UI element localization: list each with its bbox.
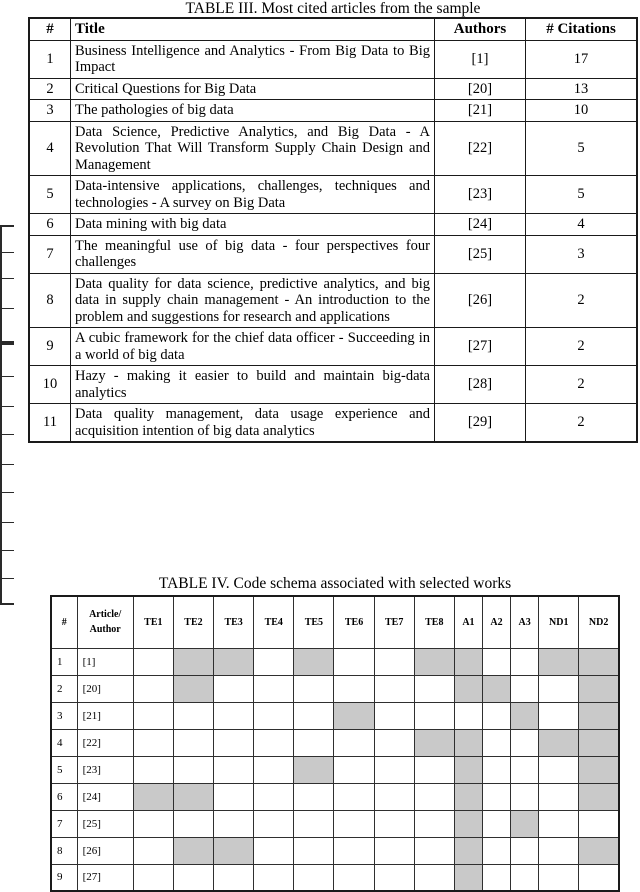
table-4-row [51,864,619,891]
table-4-cell-nd1 [539,837,579,864]
margin-bleed-artifact-upper [0,225,14,343]
margin-bleed-row [2,227,14,253]
table-4-cell-a2 [482,783,510,810]
table-4-cell-a3 [511,756,539,783]
table-4-cell-a3 [511,702,539,729]
table-4-row [51,729,619,756]
table-4-row [51,756,619,783]
table-4-cell-te1 [133,810,173,837]
table-3-cell-citations: 13 [526,78,638,100]
table-4-cell-te4 [254,756,294,783]
table-4-cell-te5 [294,810,334,837]
table-4-header-nd1: ND1 [539,596,579,648]
table-4-cell-te2 [173,837,213,864]
table-4-code-schema [50,595,620,892]
table-4-cell-te4 [254,837,294,864]
table-4-cell-te1 [133,864,173,891]
table-3-cell-num: 9 [29,328,71,366]
table-4-cell-te6 [334,756,374,783]
table-4-header-num: # [51,596,77,648]
table-4-header-row [51,596,619,648]
table-3-cell-title: Data mining with big data [71,214,435,236]
table-4-cell-a2 [482,756,510,783]
table-3-row [29,214,637,236]
table-4-cell-te8 [414,702,454,729]
table-3-cell-title: Data-intensive applications, challenges, techniques and technologies - A survey on Big Data [71,176,435,214]
table-4-cell-a1 [454,675,482,702]
table-4-cell-nd1 [539,864,579,891]
table-4-cell-num: 7 [51,810,77,837]
table-3-cell-citations: 2 [526,366,638,404]
table-4-cell-te5 [294,756,334,783]
table-3-cell-title: Business Intelligence and Analytics - From Big Data to Big Impact [71,40,435,78]
table-4-cell-te1 [133,702,173,729]
table-4-cell-num: 5 [51,756,77,783]
margin-bleed-row [2,435,14,465]
table-3-cell-authors: [28] [435,366,526,404]
table-4-cell-te2 [173,729,213,756]
table-3-row [29,78,637,100]
table-4-cell-article: [22] [77,729,133,756]
table-4-cell-te2 [173,756,213,783]
table-3-header-row [29,18,637,40]
table-3-cell-num: 10 [29,366,71,404]
table-4-cell-te7 [374,756,414,783]
table-3-cell-authors: [23] [435,176,526,214]
margin-bleed-row [2,579,14,607]
table-4-cell-te6 [334,810,374,837]
table-4-cell-te2 [173,648,213,675]
table-3-cell-num: 1 [29,40,71,78]
table-3-cell-num: 7 [29,235,71,273]
table-4-cell-nd2 [579,648,619,675]
table-3-header-citations: # Citations [526,18,638,40]
table-3-cell-citations: 10 [526,100,638,122]
table-4-cell-te5 [294,837,334,864]
table-4-cell-te5 [294,675,334,702]
table-3-cell-num: 2 [29,78,71,100]
table-3-cell-authors: [25] [435,235,526,273]
table-3-cell-title: Hazy - making it easier to build and maintain big-data analytics [71,366,435,404]
table-4-header-te8: TE8 [414,596,454,648]
table-3-row [29,176,637,214]
table-4-container [50,574,620,892]
margin-bleed-row [2,377,14,407]
table-4-cell-te4 [254,648,294,675]
table-4-cell-te5 [294,702,334,729]
table-4-cell-te6 [334,702,374,729]
table-3-cell-citations: 3 [526,235,638,273]
table-4-cell-te7 [374,648,414,675]
table-4-cell-num: 2 [51,675,77,702]
table-4-cell-a1 [454,783,482,810]
table-4-cell-a1 [454,837,482,864]
table-4-cell-te4 [254,675,294,702]
table-4-cell-te2 [173,675,213,702]
table-4-row [51,675,619,702]
table-3-cell-citations: 5 [526,176,638,214]
table-3-cell-authors: [24] [435,214,526,236]
table-3-cell-authors: [29] [435,404,526,443]
table-4-cell-article: [27] [77,864,133,891]
table-4-cell-num: 3 [51,702,77,729]
table-4-cell-te8 [414,837,454,864]
table-4-cell-te4 [254,702,294,729]
table-3-header [29,18,637,40]
table-4-cell-nd1 [539,756,579,783]
table-4-cell-a2 [482,864,510,891]
table-3-row [29,328,637,366]
table-4-header-a2: A2 [482,596,510,648]
table-4-cell-te6 [334,648,374,675]
table-4-cell-a2 [482,702,510,729]
table-4-cell-nd2 [579,783,619,810]
table-3-cell-num: 5 [29,176,71,214]
table-4-cell-num: 9 [51,864,77,891]
table-3-most-cited-articles [28,17,638,443]
margin-bleed-artifact-lower [0,343,14,605]
table-4-header-te5: TE5 [294,596,334,648]
table-3-row [29,366,637,404]
table-3-cell-authors: [1] [435,40,526,78]
table-3-cell-authors: [20] [435,78,526,100]
table-4-cell-te1 [133,783,173,810]
table-4-header-te6: TE6 [334,596,374,648]
table-4-cell-te7 [374,675,414,702]
table-4-cell-nd1 [539,729,579,756]
table-4-cell-a3 [511,864,539,891]
table-4-cell-nd1 [539,702,579,729]
table-3-cell-title: Data quality management, data usage experience and acquisition intention of big data analytics [71,404,435,443]
table-4-cell-article: [21] [77,702,133,729]
table-4-cell-te7 [374,837,414,864]
table-4-cell-te3 [214,864,254,891]
table-3-cell-citations: 2 [526,273,638,328]
table-4-cell-te3 [214,837,254,864]
table-4-cell-te1 [133,675,173,702]
table-4-cell-te3 [214,648,254,675]
table-3-cell-citations: 2 [526,404,638,443]
table-4-cell-nd1 [539,810,579,837]
table-4-cell-a2 [482,837,510,864]
table-3-cell-title: A cubic framework for the chief data officer - Succeeding in a world of big data [71,328,435,366]
margin-bleed-row [2,309,14,341]
table-3-cell-authors: [22] [435,121,526,176]
table-4-cell-te6 [334,675,374,702]
table-4-cell-te8 [414,783,454,810]
table-4-cell-nd1 [539,783,579,810]
table-4-row [51,837,619,864]
table-4-cell-te1 [133,756,173,783]
table-4-cell-nd2 [579,675,619,702]
table-4-cell-te8 [414,864,454,891]
table-4-cell-a1 [454,729,482,756]
table-3-header-num: # [29,18,71,40]
table-4-cell-te8 [414,675,454,702]
table-4-cell-te3 [214,729,254,756]
table-3-cell-title: The pathologies of big data [71,100,435,122]
table-4-cell-a3 [511,729,539,756]
margin-bleed-row [2,253,14,279]
table-3-caption: TABLE III. Most cited articles from the sample [185,0,481,17]
table-3-cell-num: 11 [29,404,71,443]
table-4-row [51,810,619,837]
table-4-cell-article: [25] [77,810,133,837]
table-4-header-article-line2: Author [89,624,121,636]
table-4-cell-te4 [254,783,294,810]
table-3-cell-num: 8 [29,273,71,328]
table-3-cell-num: 6 [29,214,71,236]
table-4-header-article-author [77,596,133,648]
table-3-cell-citations: 2 [526,328,638,366]
table-4-cell-te2 [173,702,213,729]
table-4-cell-te7 [374,810,414,837]
table-3-cell-authors: [27] [435,328,526,366]
table-3-cell-citations: 4 [526,214,638,236]
table-4-cell-te1 [133,837,173,864]
table-4-cell-te5 [294,648,334,675]
table-4-cell-te7 [374,783,414,810]
table-4-cell-te5 [294,729,334,756]
table-4-cell-te8 [414,810,454,837]
margin-bleed-row [2,493,14,523]
table-4-cell-te5 [294,864,334,891]
margin-bleed-row [2,523,14,551]
table-3-cell-title: Data Science, Predictive Analytics, and Big Data - A Revolution That Will Transform Supply Chain Design and Management [71,121,435,176]
table-3-row [29,273,637,328]
table-3-cell-authors: [21] [435,100,526,122]
table-4-cell-te6 [334,729,374,756]
table-3-row [29,404,637,443]
table-4-cell-te4 [254,864,294,891]
table-3-container [28,0,638,443]
margin-bleed-row [2,407,14,435]
table-4-header-article-line1: Article/ [89,609,122,621]
table-4-cell-te3 [214,810,254,837]
table-4-cell-num: 1 [51,648,77,675]
margin-bleed-row [2,279,14,309]
table-4-cell-te2 [173,783,213,810]
table-3-header-title: Title [71,18,435,40]
table-4-cell-te6 [334,783,374,810]
table-4-cell-a1 [454,810,482,837]
table-4-cell-a1 [454,756,482,783]
table-4-cell-a1 [454,648,482,675]
table-4-body [51,648,619,891]
table-3-row [29,235,637,273]
table-4-cell-nd2 [579,837,619,864]
table-4-cell-article: [23] [77,756,133,783]
table-4-cell-te3 [214,675,254,702]
table-4-row [51,648,619,675]
table-4-cell-te2 [173,810,213,837]
table-4-cell-te8 [414,648,454,675]
table-4-cell-a1 [454,864,482,891]
table-4-cell-a3 [511,837,539,864]
margin-bleed-row [2,345,14,377]
table-4-header [51,596,619,648]
table-4-cell-te8 [414,756,454,783]
table-4-cell-te4 [254,810,294,837]
table-4-cell-te7 [374,864,414,891]
table-4-header-te4: TE4 [254,596,294,648]
table-4-header-te1: TE1 [133,596,173,648]
table-4-cell-te8 [414,729,454,756]
table-4-cell-te4 [254,729,294,756]
table-4-cell-a3 [511,810,539,837]
table-3-cell-title: Data quality for data science, predictive analytics, and big data in supply chain management - An introduction to the problem and suggestions for research and applications [71,273,435,328]
table-4-cell-nd2 [579,810,619,837]
margin-bleed-row [2,465,14,493]
table-4-cell-nd2 [579,756,619,783]
table-4-cell-nd2 [579,729,619,756]
table-4-cell-a3 [511,675,539,702]
table-3-header-authors: Authors [435,18,526,40]
table-3-row [29,100,637,122]
table-4-cell-nd2 [579,702,619,729]
table-4-header-te2: TE2 [173,596,213,648]
table-3-cell-num: 3 [29,100,71,122]
table-4-cell-num: 6 [51,783,77,810]
table-4-header-a1: A1 [454,596,482,648]
table-4-header-te3: TE3 [214,596,254,648]
table-3-cell-title: Critical Questions for Big Data [71,78,435,100]
table-4-cell-te6 [334,837,374,864]
table-4-cell-te3 [214,702,254,729]
table-4-cell-article: [26] [77,837,133,864]
table-4-row [51,783,619,810]
table-4-cell-nd2 [579,864,619,891]
table-4-cell-article: [24] [77,783,133,810]
table-4-header-te7: TE7 [374,596,414,648]
table-4-cell-te2 [173,864,213,891]
table-4-cell-te1 [133,648,173,675]
table-4-cell-num: 4 [51,729,77,756]
table-4-header-a3: A3 [511,596,539,648]
table-3-cell-authors: [26] [435,273,526,328]
table-3-cell-citations: 5 [526,121,638,176]
table-4-cell-article: [20] [77,675,133,702]
table-4-cell-a3 [511,783,539,810]
table-4-caption: TABLE IV. Code schema associated with selected works [158,575,512,592]
margin-bleed-row [2,551,14,579]
table-3-row [29,40,637,78]
table-4-cell-te5 [294,783,334,810]
table-3-cell-citations: 17 [526,40,638,78]
table-4-cell-num: 8 [51,837,77,864]
table-4-cell-te6 [334,864,374,891]
table-3-cell-num: 4 [29,121,71,176]
table-4-cell-te3 [214,756,254,783]
table-3-cell-title: The meaningful use of big data - four perspectives four challenges [71,235,435,273]
table-4-cell-te7 [374,702,414,729]
table-4-cell-a2 [482,810,510,837]
table-4-cell-nd1 [539,648,579,675]
table-4-cell-a3 [511,648,539,675]
table-4-cell-te1 [133,729,173,756]
table-4-cell-nd1 [539,675,579,702]
table-4-row [51,702,619,729]
table-3-row [29,121,637,176]
table-4-cell-te7 [374,729,414,756]
table-4-cell-te3 [214,783,254,810]
table-4-cell-a1 [454,702,482,729]
table-3-body [29,40,637,442]
table-4-cell-a2 [482,648,510,675]
table-4-cell-article: [1] [77,648,133,675]
table-4-cell-a2 [482,729,510,756]
table-4-cell-a2 [482,675,510,702]
table-4-header-nd2: ND2 [579,596,619,648]
